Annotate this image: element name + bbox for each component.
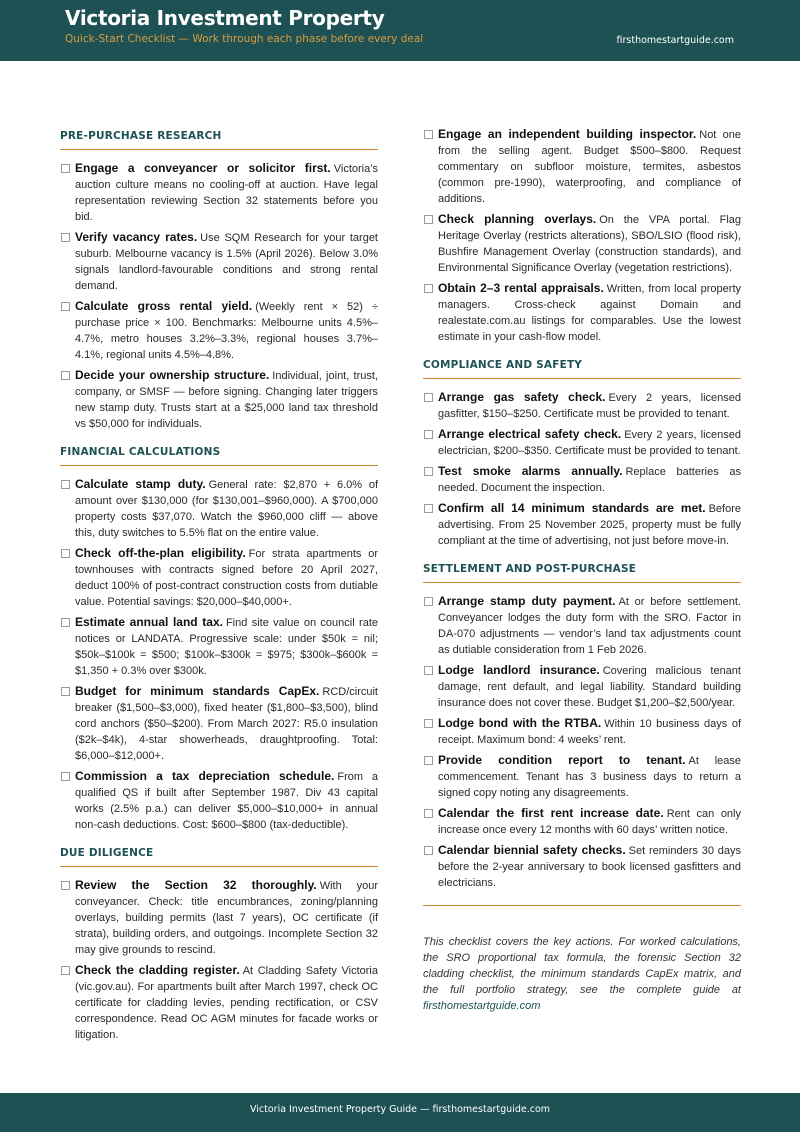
page-title: Victoria Investment Property bbox=[65, 6, 385, 30]
checkbox-icon[interactable] bbox=[424, 467, 433, 476]
item-text: For strata apartments or townhouses with contracts signed before 20 April 2027, deduct 100% of post-contract construction costs from dutiable value. Potential savings: $20,000–$40,000+. bbox=[75, 548, 378, 608]
item-text: Every 2 years, licensed electrician, $200–$350. Certificate must be provided to tenant. bbox=[438, 429, 741, 457]
item-text: Within 10 business days of receipt. Maximum bond: 4 weeks’ rent. bbox=[438, 718, 741, 746]
item-text: Not one from the selling agent. Budget $500–$800. Request commentary on subfloor moisture, termites, asbestos (common pre-1990), waterproofing, and compliance of additions. bbox=[438, 129, 741, 205]
checklist-item[interactable] bbox=[60, 229, 378, 294]
item-title: Arrange electrical safety check. bbox=[438, 427, 622, 441]
checklist-item[interactable] bbox=[423, 426, 741, 459]
item-text: Rent can only increase once every 12 months with 60 days’ written notice. bbox=[438, 808, 741, 836]
checkbox-icon[interactable] bbox=[424, 846, 433, 855]
checkbox-icon[interactable] bbox=[61, 164, 70, 173]
item-text: At lease commencement. Tenant has 3 business days to return a signed copy noting any disagreements. bbox=[438, 755, 742, 799]
item-title: Arrange gas safety check. bbox=[438, 390, 606, 404]
checkbox-icon[interactable] bbox=[424, 756, 433, 765]
item-text: On the VPA portal. Flag Heritage Overlay (restricts alterations), SBO/LSIO (flood risk), Bushfire Management Overlay (construction standards), and Environmental Significance Overlay (vegetation restrictions). bbox=[438, 214, 742, 274]
item-text: Written, from local property managers. Cross-check against Domain and realestate.com.au listings for comparables. Use the lowest estimate in your cash-flow model. bbox=[438, 283, 741, 343]
checkbox-icon[interactable] bbox=[61, 371, 70, 380]
item-title: Engage a conveyancer or solicitor first. bbox=[75, 161, 331, 175]
item-title: Calculate gross rental yield. bbox=[75, 299, 253, 313]
checklist-item[interactable] bbox=[423, 500, 741, 549]
checklist-item[interactable] bbox=[60, 160, 378, 225]
item-text: Individual, joint, trust, company, or SMSF — before signing. Changing later triggers new stamp duty. Trusts start at a $25,000 land tax threshold vs $50,000 for individuals. bbox=[75, 370, 378, 430]
checklist-item[interactable] bbox=[423, 842, 741, 891]
checkbox-icon[interactable] bbox=[61, 302, 70, 311]
section-heading-financial: FINANCIAL CALCULATIONS bbox=[60, 442, 378, 466]
item-text: Every 2 years, licensed gasfitter, $150–$250. Certificate must be provided to tenant. bbox=[438, 392, 741, 420]
item-title: Lodge landlord insurance. bbox=[438, 663, 600, 677]
checkbox-icon[interactable] bbox=[61, 966, 70, 975]
item-title: Arrange stamp duty payment. bbox=[438, 594, 616, 608]
checklist-item[interactable] bbox=[423, 752, 741, 801]
checkbox-icon[interactable] bbox=[424, 430, 433, 439]
checkbox-icon[interactable] bbox=[424, 284, 433, 293]
item-text: Set reminders 30 days before the 2-year anniversary to book licensed gasfitters and electricians. bbox=[438, 845, 741, 889]
item-text: Use SQM Research for your target suburb. Melbourne vacancy is 1.5% (April 2026). Below 3.0% signals landlord-favourable conditions and strong rental demand. bbox=[75, 232, 378, 292]
checkbox-icon[interactable] bbox=[61, 687, 70, 696]
checklist-item[interactable] bbox=[60, 545, 378, 610]
page-subtitle: Quick-Start Checklist — Work through each phase before every deal bbox=[65, 33, 424, 45]
item-title: Estimate annual land tax. bbox=[75, 615, 223, 629]
item-title: Decide your ownership structure. bbox=[75, 368, 270, 382]
item-text: Victoria’s auction culture means no cooling-off at auction. Have legal representation reviewing Section 32 statements before you bid. bbox=[75, 163, 378, 223]
checkbox-icon[interactable] bbox=[424, 130, 433, 139]
right-column bbox=[423, 126, 741, 1014]
item-title: Check planning overlays. bbox=[438, 212, 597, 226]
item-text: At Cladding Safety Victoria (vic.gov.au). For apartments built after March 1997, check OC certificate for cladding levies, pending rectification, or CSV correspondence. Read OC AGM minutes for facade works or litigation. bbox=[75, 965, 378, 1041]
item-text: Covering malicious tenant damage, rent default, and legal liability. Standard building insurance does not cover these. Budget $1,200–$2,500/year. bbox=[438, 665, 741, 709]
checklist-item[interactable] bbox=[423, 593, 741, 658]
checklist-item[interactable] bbox=[423, 463, 741, 496]
item-text: Replace batteries as needed. Document the inspection. bbox=[438, 466, 742, 494]
checkbox-icon[interactable] bbox=[424, 215, 433, 224]
item-title: Test smoke alarms annually. bbox=[438, 464, 623, 478]
page-header bbox=[0, 0, 800, 61]
checklist-item[interactable] bbox=[60, 298, 378, 363]
page-footer: Victoria Investment Property Guide — firsthomestartguide.com bbox=[0, 1093, 800, 1132]
checkbox-icon[interactable] bbox=[424, 666, 433, 675]
closing-note bbox=[423, 934, 741, 1014]
checklist-item[interactable] bbox=[423, 280, 741, 345]
item-title: Provide condition report to tenant. bbox=[438, 753, 686, 767]
item-text: (Weekly rent × 52) ÷ purchase price × 100. Benchmarks: Melbourne units 4.5%–4.7%, metro houses 3.2%–3.3%, regional houses 3.7%–4.1%, regional units 4.5%–4.8%. bbox=[75, 301, 378, 361]
checklist-item[interactable] bbox=[423, 805, 741, 838]
checklist-item[interactable] bbox=[60, 877, 378, 958]
item-text: General rate: $2,870 + 6.0% of amount over $130,000 (for $130,001–$960,000). A $700,000 property costs $37,070. Watch the $960,000 cliff — above this, duty switches to 5.5% flat on the entire value. bbox=[75, 479, 378, 539]
checkbox-icon[interactable] bbox=[61, 618, 70, 627]
item-title: Budget for minimum standards CapEx. bbox=[75, 684, 320, 698]
guide-link[interactable]: firsthomestartguide.com bbox=[423, 1000, 541, 1012]
checklist-item[interactable] bbox=[60, 683, 378, 764]
checkbox-icon[interactable] bbox=[424, 809, 433, 818]
checkbox-icon[interactable] bbox=[424, 597, 433, 606]
item-text: RCD/circuit breaker ($1,500–$3,000), fixed heater ($1,800–$3,500), blind cord anchors ($50–$200). From March 2027: R5.0 insulation ($2k–$4k), 4-star showerheads, draughtproofing. Total: $6,000–$12,000+. bbox=[75, 686, 378, 762]
checklist-item[interactable] bbox=[423, 211, 741, 276]
item-text: Find site value on council rate notices or LANDATA. Progressive scale: under $50k = nil; $50k–$100k = $500; $100k–$300k = $975; $300k–$600k = $1,350 + 0.3% over $300k. bbox=[75, 617, 378, 677]
checklist-item[interactable] bbox=[60, 768, 378, 833]
closing-note-text: This checklist covers the key actions. For worked calculations, the SRO proportional tax formula, the forensic Section 32 cladding checklist, the minimum standards CapEx matrix, and the full portfolio strategy, see the complete guide at bbox=[423, 936, 741, 996]
item-text: Before advertising. From 25 November 2025, property must be fully compliant at the time of advertising, not just before move-in. bbox=[438, 503, 741, 547]
checklist-item[interactable] bbox=[60, 476, 378, 541]
section-heading-compliance: COMPLIANCE AND SAFETY bbox=[423, 355, 741, 379]
checklist-item[interactable] bbox=[423, 126, 741, 207]
item-title: Verify vacancy rates. bbox=[75, 230, 198, 244]
item-title: Calendar the first rent increase date. bbox=[438, 806, 664, 820]
checkbox-icon[interactable] bbox=[61, 881, 70, 890]
section-heading-pre-purchase: PRE-PURCHASE RESEARCH bbox=[60, 126, 378, 150]
checkbox-icon[interactable] bbox=[61, 233, 70, 242]
item-title: Calculate stamp duty. bbox=[75, 477, 206, 491]
checklist-item[interactable] bbox=[60, 614, 378, 679]
item-text: From a qualified QS if built after September 1987. Div 43 capital works (2.5% p.a.) can deliver $5,000–$10,000+ in annual non-cash deductions. Cost: $600–$800 (tax-deductible). bbox=[75, 771, 378, 831]
item-text: At or before settlement. Conveyancer lodges the duty form with the SRO. Factor in DA-070 adjustments — vendor’s land tax adjustments count as dutiable consideration from 1 Feb 2026. bbox=[438, 596, 741, 656]
checklist-item[interactable] bbox=[423, 389, 741, 422]
item-title: Engage an independent building inspector. bbox=[438, 127, 697, 141]
item-title: Lodge bond with the RTBA. bbox=[438, 716, 602, 730]
item-title: Calendar biennial safety checks. bbox=[438, 843, 626, 857]
item-title: Check the cladding register. bbox=[75, 963, 240, 977]
section-divider bbox=[423, 905, 741, 906]
item-title: Check off-the-plan eligibility. bbox=[75, 546, 246, 560]
left-column bbox=[60, 126, 378, 1047]
checkbox-icon[interactable] bbox=[61, 480, 70, 489]
checkbox-icon[interactable] bbox=[424, 504, 433, 513]
section-heading-due-diligence: DUE DILIGENCE bbox=[60, 843, 378, 867]
item-text: With your conveyancer. Check: title encumbrances, zoning/planning overlays, building permits (last 7 years), OC certificate (if strata), building orders, and outgoings. Incomplete Section 32 may give grounds to rescind. bbox=[75, 880, 378, 956]
checklist-item[interactable] bbox=[423, 715, 741, 748]
checklist-item[interactable] bbox=[423, 662, 741, 711]
item-title: Obtain 2–3 rental appraisals. bbox=[438, 281, 604, 295]
checklist-item[interactable] bbox=[60, 367, 378, 432]
checkbox-icon[interactable] bbox=[424, 393, 433, 402]
item-title: Confirm all 14 minimum standards are met. bbox=[438, 501, 706, 515]
checkbox-icon[interactable] bbox=[61, 772, 70, 781]
item-title: Commission a tax depreciation schedule. bbox=[75, 769, 335, 783]
checkbox-icon[interactable] bbox=[424, 719, 433, 728]
section-heading-settlement: SETTLEMENT AND POST-PURCHASE bbox=[423, 559, 741, 583]
checkbox-icon[interactable] bbox=[61, 549, 70, 558]
checklist-item[interactable] bbox=[60, 962, 378, 1043]
item-title: Review the Section 32 thoroughly. bbox=[75, 878, 317, 892]
header-site-link[interactable]: firsthomestartguide.com bbox=[616, 35, 734, 46]
